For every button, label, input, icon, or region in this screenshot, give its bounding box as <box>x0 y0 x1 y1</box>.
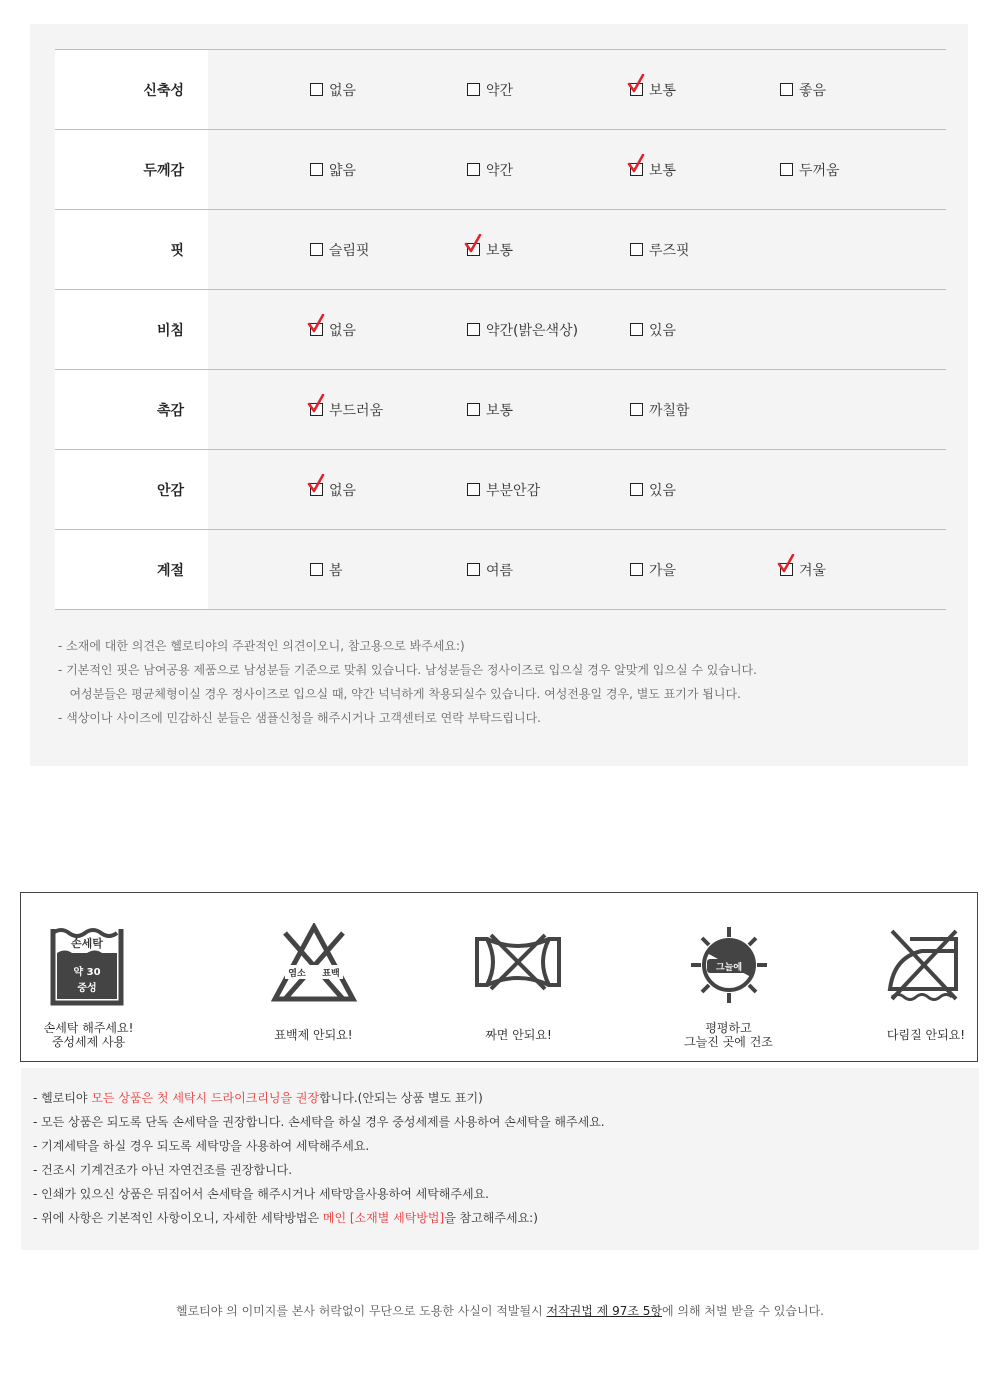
fabric-spec-table <box>55 49 946 610</box>
check-mark-icon <box>307 314 325 334</box>
shade-dry-icon <box>689 925 769 1005</box>
checkbox <box>630 323 643 336</box>
shade-tag: 그늘에 <box>715 963 743 973</box>
checkbox <box>780 163 793 176</box>
spec-option <box>630 50 676 129</box>
no-wring-caption <box>441 1028 596 1042</box>
spec-option-label: 여름 <box>486 562 514 579</box>
spec-option <box>780 530 826 609</box>
caption-line: 짜면 안되요! <box>485 1028 552 1042</box>
hand-wash-temp: 약 30 <box>73 967 101 978</box>
note-highlight: 모든 상품은 첫 세탁시 드라이크리닝을 권장 <box>91 1091 320 1105</box>
checkbox <box>630 243 643 256</box>
caption-line: 표백제 안되요! <box>274 1028 353 1042</box>
spec-option-label: 보통 <box>486 242 514 259</box>
checkbox <box>467 243 480 256</box>
note-highlight: 메인 [소재별 세탁방법] <box>322 1211 445 1225</box>
checkbox <box>310 323 323 336</box>
checkbox <box>780 563 793 576</box>
checkbox <box>630 563 643 576</box>
shade-dry-caption <box>651 1021 806 1049</box>
law-reference: 저작권법 제 97조 5항 <box>546 1304 662 1318</box>
spec-option-label: 까칠함 <box>649 402 690 419</box>
spec-option <box>467 450 540 529</box>
care-note-2: - 모든 상품은 되도록 단독 손세탁을 권장합니다. 손세탁을 하실 경우 중성세제를 사용하여 손세탁을 해주세요. <box>33 1115 605 1129</box>
spec-row-label: 계절 <box>55 530 208 609</box>
spec-option <box>310 370 383 449</box>
care-item-no-wring <box>441 893 596 1061</box>
spec-note: - 기본적인 핏은 남여공용 제품으로 남성분들 기준으로 맞춰 있습니다. 남성분들은 정사이즈로 입으실 경우 알맞게 입으실 수 있습니다. <box>58 663 757 677</box>
spec-option <box>310 130 356 209</box>
spec-option <box>630 290 676 369</box>
caption-line: 다림질 안되요! <box>886 1028 966 1042</box>
spec-option <box>467 290 578 369</box>
spec-row-label: 안감 <box>55 450 208 529</box>
check-mark-icon <box>307 474 325 494</box>
checkbox <box>310 403 323 416</box>
care-instructions-box <box>20 892 978 1062</box>
spec-row-label: 신축성 <box>55 50 208 129</box>
spec-option <box>467 130 513 209</box>
spec-note: 여성분들은 평균체형이실 경우 정사이즈로 입으실 때, 약간 넉넉하게 착용되실수 있습니다. 여성전용일 경우, 별도 표기가 됩니다. <box>58 687 741 701</box>
spec-row <box>55 370 946 450</box>
hand-wash-detergent: 중성 <box>77 983 97 994</box>
bleach-tag-1: 염소 <box>288 969 306 979</box>
checkbox <box>467 163 480 176</box>
hand-wash-icon <box>49 923 125 1007</box>
spec-option-label: 두꺼움 <box>799 162 840 179</box>
checkbox <box>467 83 480 96</box>
checkbox <box>467 323 480 336</box>
check-mark-icon <box>777 554 795 574</box>
care-item-no-bleach <box>236 893 391 1061</box>
spec-option-label: 있음 <box>649 482 677 499</box>
spec-row-label: 촉감 <box>55 370 208 449</box>
footer-text: 헬로티야 의 이미지를 본사 허락없이 무단으로 도용한 사실이 적발될시 <box>175 1304 547 1318</box>
spec-option-label: 없음 <box>329 82 357 99</box>
spec-row-label: 핏 <box>55 210 208 289</box>
spec-notes <box>58 634 757 730</box>
spec-option <box>780 50 826 129</box>
care-item-no-iron <box>876 893 976 1061</box>
spec-option-label: 루즈핏 <box>649 242 690 259</box>
spec-option-label: 부드러움 <box>329 402 384 419</box>
spec-option-label: 있음 <box>649 322 677 339</box>
spec-row <box>55 450 946 530</box>
bleach-tag-2: 표백 <box>322 969 340 979</box>
spec-option-label: 약간(밝은색상) <box>486 322 579 339</box>
no-iron-icon <box>886 927 960 1003</box>
no-bleach-icon <box>271 923 357 1003</box>
spec-option-label: 좋음 <box>799 82 827 99</box>
check-mark-icon <box>307 394 325 414</box>
care-note-5: - 인쇄가 있으신 상품은 뒤집어서 손세탁을 해주시거나 세탁망을사용하여 세탁해주세요. <box>33 1187 489 1201</box>
spec-row <box>55 50 946 130</box>
check-mark-icon <box>627 74 645 94</box>
spec-row-label: 비침 <box>55 290 208 369</box>
spec-option <box>310 50 356 129</box>
check-mark-icon <box>627 154 645 174</box>
spec-option-label: 부분안감 <box>486 482 541 499</box>
checkbox <box>310 83 323 96</box>
care-item-shade-dry <box>651 893 806 1061</box>
spec-row-label: 두께감 <box>55 130 208 209</box>
spec-option-label: 보통 <box>649 82 677 99</box>
footer-text: 에 의해 처벌 받을 수 있습니다. <box>662 1304 824 1318</box>
checkbox <box>630 163 643 176</box>
no-iron-caption <box>876 1028 976 1042</box>
spec-option <box>310 210 370 289</box>
spec-option <box>630 530 676 609</box>
spec-note: - 색상이나 사이즈에 민감하신 분들은 샘플신청을 해주시거나 고객센터로 연락 부탁드립니다. <box>58 711 541 725</box>
checkbox <box>630 83 643 96</box>
hand-wash-caption <box>21 1021 156 1049</box>
spec-option-label: 약간 <box>486 162 514 179</box>
spec-option-label: 슬림핏 <box>329 242 370 259</box>
spec-option <box>467 530 513 609</box>
spec-option <box>630 130 676 209</box>
spec-row <box>55 210 946 290</box>
spec-row <box>55 530 946 610</box>
spec-option-label: 보통 <box>649 162 677 179</box>
spec-option-label: 얇음 <box>329 162 357 179</box>
spec-row <box>55 130 946 210</box>
hand-wash-title: 손세탁 <box>71 937 103 950</box>
checkbox <box>467 483 480 496</box>
checkbox <box>467 403 480 416</box>
care-note-3: - 기계세탁을 하실 경우 되도록 세탁망을 사용하여 세탁해주세요. <box>33 1139 370 1153</box>
checkbox <box>310 483 323 496</box>
checkbox <box>467 563 480 576</box>
spec-option <box>630 370 690 449</box>
caption-line: 그늘진 곳에 건조 <box>684 1035 773 1049</box>
care-note-4: - 건조시 기계건조가 아닌 자연건조를 권장합니다. <box>33 1163 293 1177</box>
checkbox <box>310 563 323 576</box>
copyright-footer <box>0 1302 1000 1319</box>
fabric-spec-panel <box>30 24 968 766</box>
note-text: 합니다.(안되는 상품 별도 표기) <box>319 1091 483 1105</box>
care-notes <box>21 1068 979 1250</box>
spec-option <box>310 450 356 529</box>
spec-option-label: 가을 <box>649 562 677 579</box>
note-text: - 헬로티야 <box>33 1091 92 1105</box>
spec-row <box>55 290 946 370</box>
spec-option <box>467 210 513 289</box>
care-note-1 <box>33 1089 483 1106</box>
spec-option-label: 겨울 <box>799 562 827 579</box>
spec-option <box>467 50 513 129</box>
spec-option-label: 없음 <box>329 322 357 339</box>
spec-option-label: 없음 <box>329 482 357 499</box>
checkbox <box>630 483 643 496</box>
spec-option-label: 약간 <box>486 82 514 99</box>
spec-option <box>310 290 356 369</box>
spec-option <box>310 530 343 609</box>
no-bleach-caption <box>236 1028 391 1042</box>
checkbox <box>310 243 323 256</box>
checkbox <box>630 403 643 416</box>
care-item-hand-wash <box>21 893 156 1061</box>
checkbox <box>780 83 793 96</box>
no-wring-icon <box>473 933 563 991</box>
spec-note: - 소재에 대한 의견은 헬로티야의 주관적인 의견이오니, 참고용으로 봐주세요:) <box>58 639 465 653</box>
spec-option <box>630 450 676 529</box>
caption-line: 손세탁 해주세요! <box>43 1021 134 1035</box>
spec-option <box>467 370 513 449</box>
care-note-6 <box>33 1209 538 1226</box>
caption-line: 평평하고 <box>705 1021 752 1035</box>
caption-line: 중성세제 사용 <box>51 1035 126 1049</box>
spec-option <box>780 130 840 209</box>
spec-option-label: 봄 <box>329 562 343 579</box>
checkbox <box>310 163 323 176</box>
note-text: 을 참고해주세요:) <box>444 1211 538 1225</box>
spec-option-label: 보통 <box>486 402 514 419</box>
note-text: - 위에 사항은 기본적인 사항이오니, 자세한 세탁방법은 <box>33 1211 323 1225</box>
check-mark-icon <box>464 234 482 254</box>
spec-option <box>630 210 690 289</box>
